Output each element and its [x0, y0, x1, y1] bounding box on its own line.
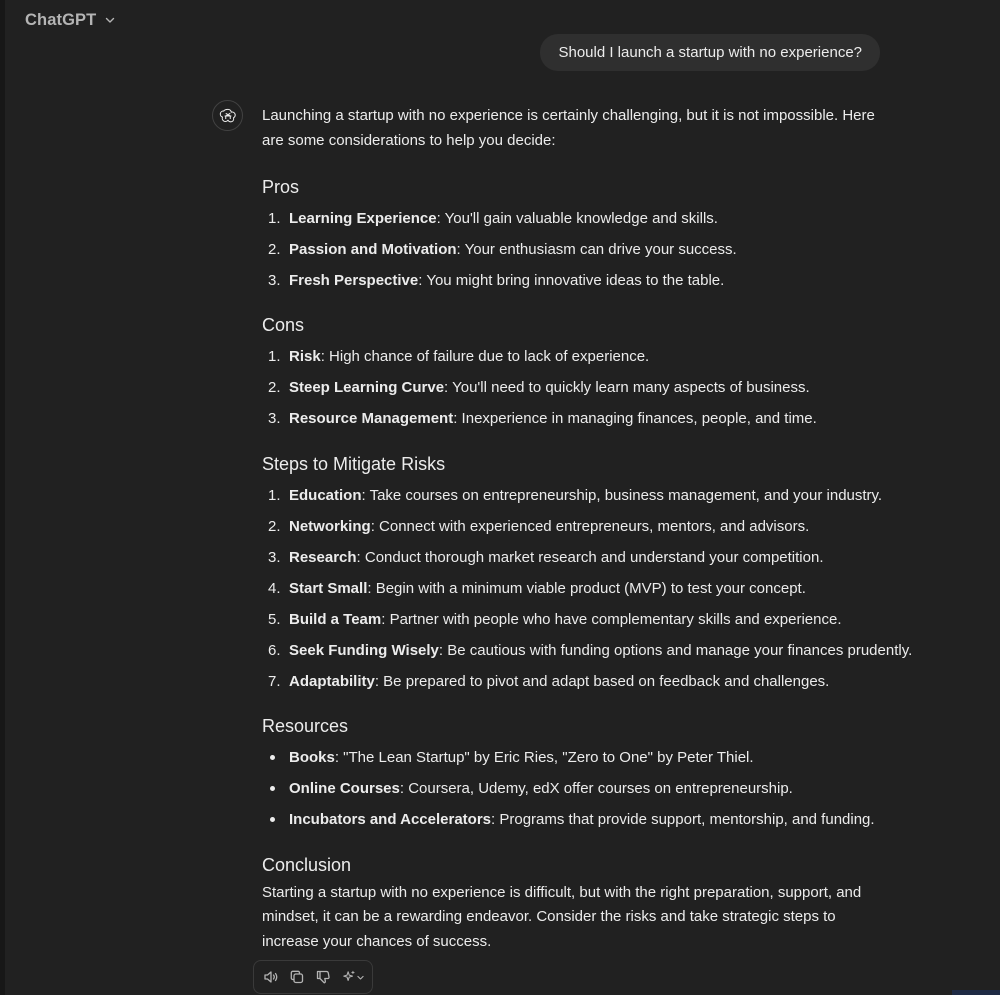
- list-number: 6.: [268, 642, 281, 660]
- list-item: [262, 666, 880, 697]
- item-title: Start Small: [289, 579, 368, 597]
- item-title: Learning Experience: [289, 210, 437, 227]
- list-number: 7.: [268, 673, 281, 691]
- item-title: Passion and Motivation: [289, 241, 457, 259]
- chevron-down-icon: [356, 973, 365, 982]
- list-item: [262, 203, 880, 234]
- item-text: : Coursera, Udemy, edX offer courses on entrepreneurship.: [399, 780, 793, 798]
- list-item: [262, 265, 880, 296]
- list-item: [262, 804, 880, 835]
- list-number: 1.: [268, 348, 281, 366]
- list-item: [262, 742, 880, 773]
- item-text: : You'll gain valuable knowledge and skills.: [436, 210, 718, 227]
- sidebar-edge: [0, 0, 5, 995]
- list-item: [262, 372, 880, 403]
- bullet: [270, 755, 275, 760]
- item-text: : Begin with a minimum viable product (MVP) to test your concept.: [367, 579, 806, 597]
- read-aloud-button[interactable]: [260, 966, 282, 988]
- item-title: Build a Team: [289, 610, 382, 628]
- item-title: Research: [289, 548, 357, 566]
- list-number: 5.: [268, 610, 281, 628]
- speaker-icon: [263, 969, 279, 985]
- list-item: [262, 604, 880, 635]
- item-title: Networking: [289, 517, 371, 535]
- scrollbar-hint: [952, 990, 1000, 995]
- item-text: : You might bring innovative ideas to the table.: [418, 272, 725, 290]
- item-title: Online Courses: [289, 780, 400, 798]
- item-title: Fresh Perspective: [289, 272, 419, 290]
- list-number: 3.: [268, 272, 281, 290]
- model-selector[interactable]: [25, 8, 116, 32]
- item-text: : High chance of failure due to lack of experience.: [320, 348, 650, 366]
- user-message: Should I launch a startup with no experience?: [540, 34, 880, 71]
- app-title: ChatGPT: [25, 10, 97, 29]
- list-item: [262, 511, 880, 542]
- heading-conclusion: Conclusion: [262, 854, 352, 875]
- pros-list: [262, 203, 880, 296]
- item-title: Steep Learning Curve: [289, 379, 445, 397]
- copy-icon: [289, 969, 305, 985]
- list-item: [262, 573, 880, 604]
- item-title: Books: [289, 749, 335, 767]
- conclusion-paragraph: Starting a startup with no experience is difficult, but with the right preparation, support, and mindset, it can be a rewarding endeavor. Consider the risks and take strategic steps to increase your chances of success.: [262, 883, 862, 950]
- heading-pros: Pros: [262, 177, 300, 197]
- regenerate-button[interactable]: [338, 966, 368, 988]
- item-text: : Be prepared to pivot and adapt based on feedback and challenges.: [374, 673, 830, 691]
- list-number: 4.: [268, 579, 281, 597]
- thumbs-down-icon: [315, 969, 331, 985]
- item-text: : "The Lean Startup" by Eric Ries, "Zero to One" by Peter Thiel.: [334, 749, 754, 767]
- assistant-avatar: [212, 100, 243, 131]
- copy-button[interactable]: [286, 966, 308, 988]
- sparkle-icon: [342, 970, 356, 984]
- list-item: [262, 773, 880, 804]
- item-title: Resource Management: [289, 410, 454, 428]
- intro-paragraph: Launching a startup with no experience is certainly challenging, but it is not impossible. Here are some considerations to help you decide:: [262, 107, 875, 149]
- list-item: [262, 403, 880, 434]
- list-item: [262, 542, 880, 573]
- item-text: : Inexperience in managing finances, people, and time.: [453, 410, 817, 428]
- chevron-down-icon: [104, 14, 116, 26]
- item-text: : Connect with experienced entrepreneurs, mentors, and advisors.: [370, 517, 810, 535]
- bad-response-button[interactable]: [312, 966, 334, 988]
- item-text: : You'll need to quickly learn many aspects of business.: [444, 379, 810, 397]
- list-number: 2.: [268, 517, 281, 535]
- list-number: 3.: [268, 410, 281, 428]
- bullet: [270, 786, 275, 791]
- item-text: : Be cautious with funding options and manage your finances prudently.: [438, 642, 913, 660]
- item-title: Risk: [289, 348, 321, 366]
- item-title: Incubators and Accelerators: [289, 811, 492, 829]
- list-number: 2.: [268, 379, 281, 397]
- item-title: Seek Funding Wisely: [289, 642, 439, 660]
- heading-resources: Resources: [262, 716, 349, 737]
- item-text: : Take courses on entrepreneurship, business management, and your industry.: [361, 486, 883, 504]
- item-text: : Partner with people who have complementary skills and experience.: [381, 610, 842, 628]
- bullet: [270, 817, 275, 822]
- list-number: 1.: [268, 210, 281, 227]
- item-text: : Programs that provide support, mentorship, and funding.: [491, 811, 875, 829]
- cons-list: [262, 341, 880, 434]
- list-number: 3.: [268, 548, 281, 566]
- item-text: : Your enthusiasm can drive your success.: [456, 241, 737, 259]
- steps-list: [262, 480, 913, 698]
- heading-cons: Cons: [262, 315, 305, 336]
- list-item: [262, 480, 883, 511]
- list-number: 1.: [268, 486, 281, 504]
- message-actions: [253, 960, 373, 994]
- assistant-message: [262, 104, 913, 954]
- item-text: : Conduct thorough market research and understand your competition.: [356, 548, 824, 566]
- item-title: Education: [289, 486, 362, 504]
- list-item: [262, 234, 880, 265]
- heading-steps: Steps to Mitigate Risks: [262, 453, 446, 474]
- list-number: 2.: [268, 241, 281, 259]
- resources-list: [262, 742, 880, 835]
- item-title: Adaptability: [289, 673, 375, 691]
- list-item: [262, 341, 880, 372]
- list-item: [262, 635, 913, 666]
- openai-logo-icon: [219, 107, 237, 125]
